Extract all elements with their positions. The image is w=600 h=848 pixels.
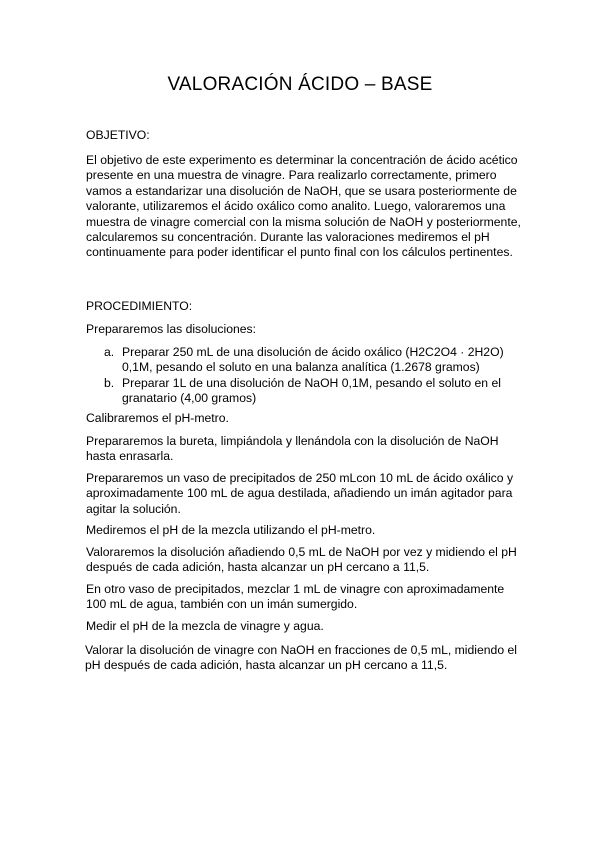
list-marker: b.: [104, 375, 115, 390]
step-calibrate: Calibraremos el pH-metro.: [86, 411, 229, 425]
list-item-text: Preparar 250 mL de una disolución de ácido oxálico (H2C2O4 · 2H2O) 0,1M, pesando el soluto en una balanza analítica (1.2678 gramos): [122, 345, 504, 375]
list-item-text: Preparar 1L de una disolución de NaOH 0,1M, pesando el soluto en el granatario (4,00 gramos): [122, 375, 501, 406]
step-beaker-oxalic: Prepararemos un vaso de precipitados de 250 mLcon 10 mL de ácido oxálico y aproximadamente 100 mL de agua destilada, añadiendo un imán agitador para agitar la solución.: [86, 471, 514, 516]
procedure-intro: Prepararemos las disoluciones:: [86, 322, 257, 336]
procedure-heading: PROCEDIMIENTO:: [86, 299, 193, 313]
list-item: [86, 376, 526, 407]
step-measure-vinegar-ph: Medir el pH de la mezcla de vinagre y agua.: [86, 619, 324, 633]
step-burette: Prepararemos la bureta, limpiándola y llenándola con la disolución de NaOH hasta enrasarla.: [86, 434, 499, 464]
solutions-list: [86, 345, 526, 407]
step-titrate-oxalic: Valoraremos la disolución añadiendo 0,5 mL de NaOH por vez y midiendo el pH después de cada adición, hasta alcanzar un pH cercano a 11,5.: [86, 545, 517, 575]
objective-paragraph: El objetivo de este experimento es determinar la concentración de ácido acético presente en una muestra de vinagre. Para realizarlo correctamente, primero vamos a estandarizar una disolución de NaOH, que se usara posteriormente de valorante, utilizaremos el ácido oxálico como analito. Luego, valoraremos una muestra de vinagre comercial con la misma solución de NaOH y posteriormente, calcularemos su concentración. Durante las valoraciones mediremos el pH continuamente para poder identificar el punto final con los cálculos pertinentes.: [86, 153, 521, 260]
step-measure-ph: Mediremos el pH de la mezcla utilizando el pH-metro.: [86, 523, 376, 537]
list-marker: a.: [104, 345, 115, 359]
list-item: [86, 345, 526, 376]
objective-heading: OBJETIVO:: [86, 128, 150, 142]
step-titrate-vinegar: Valorar la disolución de vinagre con NaOH en fracciones de 0,5 mL, midiendo el pH después de cada adición, hasta alcanzar un pH cercano a 11,5.: [85, 643, 517, 673]
document-title: VALORACIÓN ÁCIDO – BASE: [167, 74, 433, 95]
step-vinegar-beaker: En otro vaso de precipitados, mezclar 1 mL de vinagre con aproximadamente 100 mL de agua, también con un imán sumergido.: [86, 582, 505, 612]
